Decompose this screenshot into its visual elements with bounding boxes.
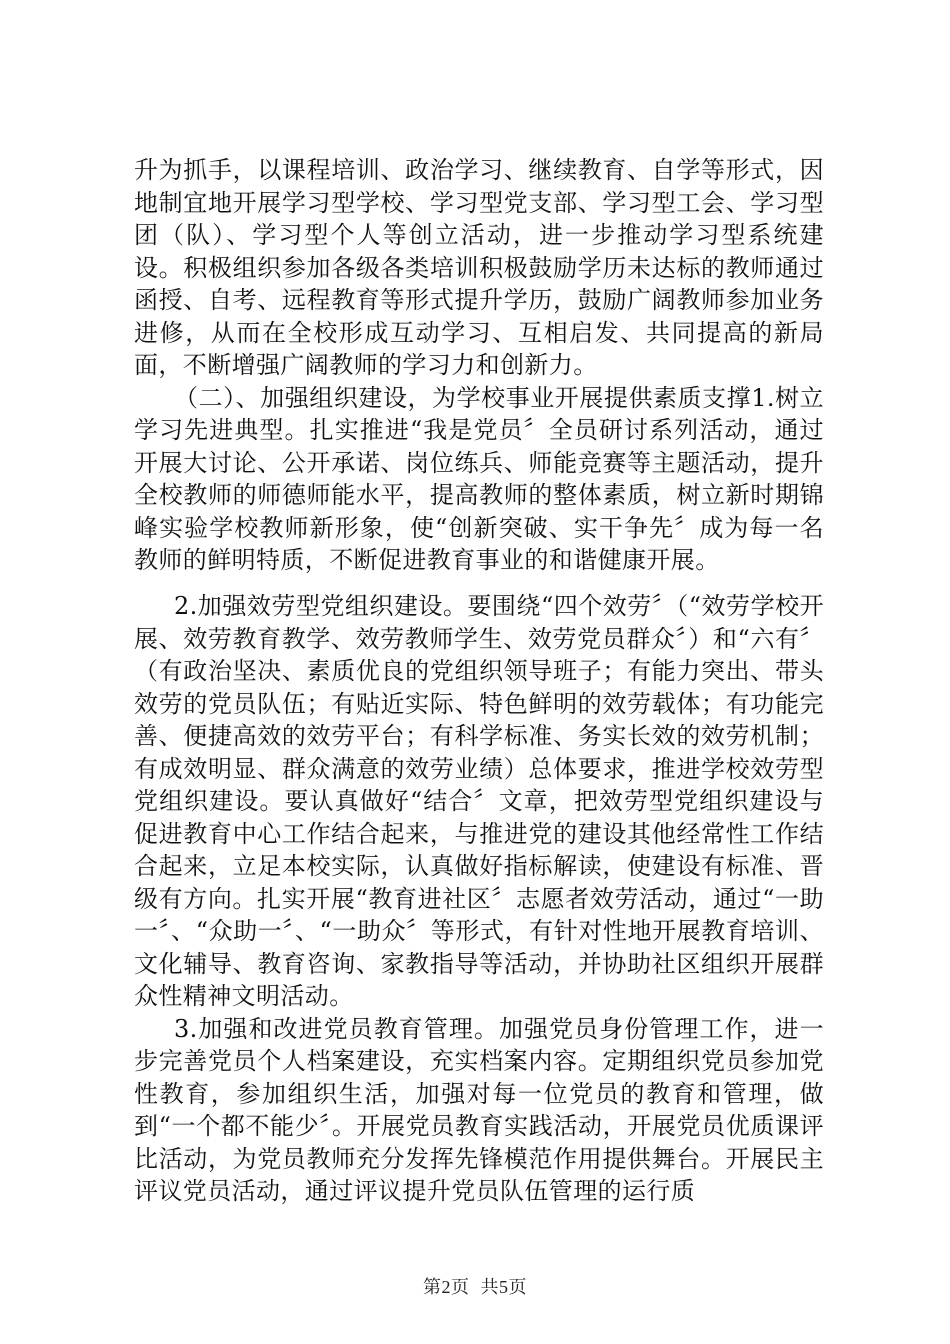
page-total: 共5页 — [480, 1277, 527, 1297]
text-block-upper — [134, 154, 824, 577]
text-block-lower — [134, 590, 824, 1208]
paragraph: 2.加强效劳型党组织建设。要围绕“四个效劳〞（“效劳学校开展、效劳教育教学、效劳教师学生、效劳党员群众〞）和“六有〞（有政治坚决、素质优良的党组织领导班子；有能力突出、带头效劳的党员队伍；有贴近实际、特色鲜明的效劳载体；有功能完善、便捷高效的效劳平台；有科学标准、务实长效的效劳机制；有成效明显、群众满意的效劳业绩）总体要求，推进学校效劳型党组织建设。要认真做好“结合〞文章，把效劳型党组织建设与促进教育中心工作结合起来，与推进党的建设其他经常性工作结合起来，立足本校实际，认真做好指标解读，使建设有标准、晋级有方向。扎实开展“教育进社区〞志愿者效劳活动，通过“一助一〞、“众助一〞、“一助众〞等形式，有针对性地开展教育培训、文化辅导、教育咨询、家教指导等活动，并协助社区组织开展群众性精神文明活动。 — [134, 592, 824, 1010]
paragraph: 3.加强和改进党员教育管理。加强党员身份管理工作，进一步完善党员个人档案建设，充实档案内容。定期组织党员参加党性教育，参加组织生活，加强对每一位党员的教育和管理，做到“一个都不能少〞。开展党员教育实践活动，开展党员优质课评比活动，为党员教师充分发挥先锋模范作用提供舞台。开展民主评议党员活动，通过评议提升党员队伍管理的运行质 — [134, 1014, 824, 1205]
page-footer — [0, 1273, 950, 1299]
page-number: 第2页 — [423, 1277, 470, 1297]
paragraph: （二）、加强组织建设，为学校事业开展提供素质支撑1.树立学习先进典型。扎实推进“我是党员〞全员研讨系列活动，通过开展大讨论、公开承诺、岗位练兵、师能竞赛等主题活动，提升全校教师的师德师能水平，提高教师的整体素质，树立新时期锦峰实验学校教师新形象，使“创新突破、实干争先〞成为每一名教师的鲜明特质，不断促进教育事业的和谐健康开展。 — [134, 383, 824, 574]
paragraph: 升为抓手，以课程培训、政治学习、继续教育、自学等形式，因地制宜地开展学习型学校、学习型党支部、学习型工会、学习型团（队）、学习型个人等创立活动，进一步推动学习型系统建设。积极组织参加各级各类培训积极鼓励学历未达标的教师通过函授、自考、远程教育等形式提升学历，鼓励广阔教师参加业务进修，从而在全校形成互动学习、互相启发、共同提高的新局面，不断增强广阔教师的学习力和创新力。 — [134, 156, 824, 379]
